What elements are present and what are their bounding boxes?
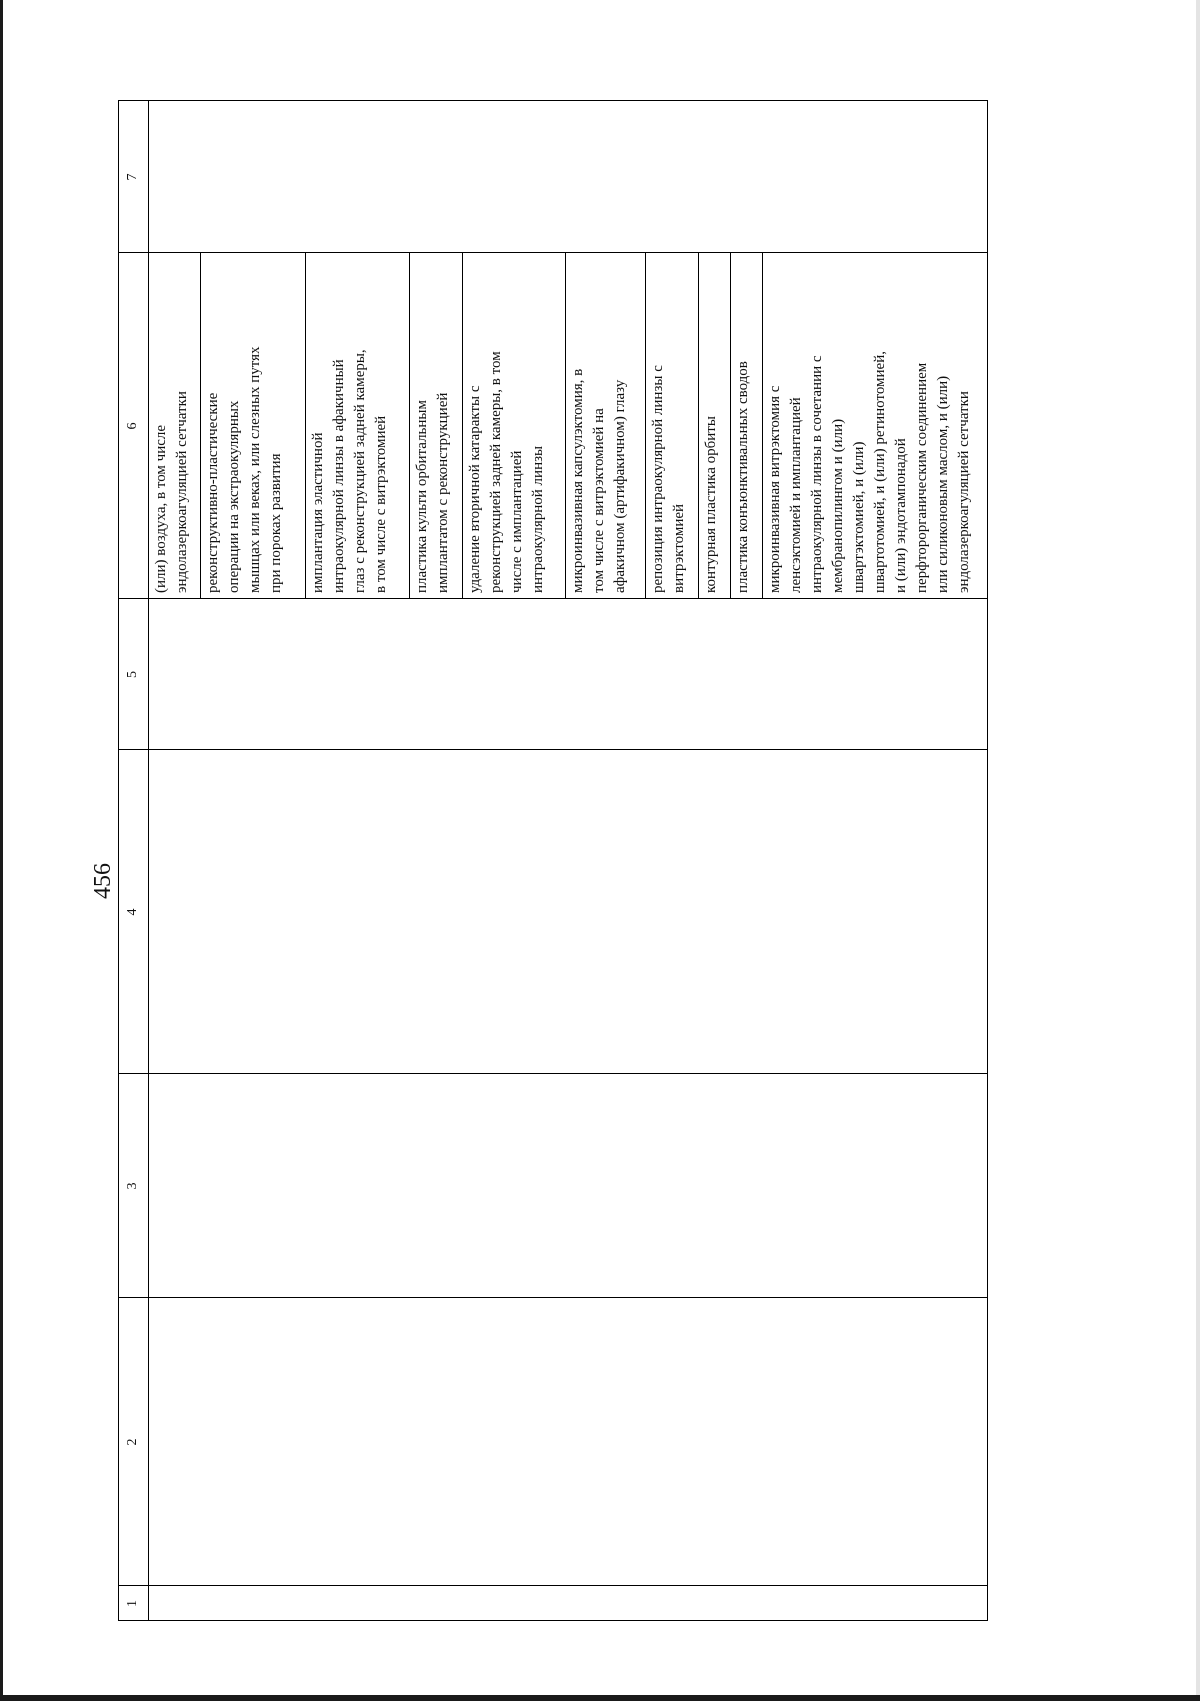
col-header-2: 2 [125,1438,140,1446]
row-divider [565,253,566,599]
procedure-entry: (или) воздуха, в том числе эндолазеркоагуляцией сетчатки [153,391,190,593]
row-divider [645,253,646,599]
col-header-4: 4 [125,908,140,916]
procedure-entry: удаление вторичной катаракты с реконструкцией задней камеры, в том числе с имплантацией интраокулярной линзы [467,351,546,593]
row-divider [200,253,201,599]
scan-edge-bottom [0,1695,1200,1701]
row-divider [462,253,463,599]
procedure-entry: реконструктивно-пластические операции на экстраокулярных мышцах или веках, или слезных путях при пороках развития [205,346,284,593]
col-border-1 [118,1585,988,1586]
table-bottom-border [987,100,988,1621]
rotated-table [118,100,988,1621]
procedure-entry: имплантация эластичной интраокулярной линзы в афакичный глаз с реконструкцией задней камеры, в том числе с витрэктомией [310,349,389,593]
col-header-3: 3 [125,1182,140,1190]
scan-edge-right [1196,0,1200,1701]
scan-edge-left [0,0,3,1701]
col-header-7: 7 [125,173,140,181]
page-number: 456 [90,863,116,899]
row-divider [409,253,410,599]
procedure-entry: контурная пластика орбиты [703,416,719,593]
row-divider [698,253,699,599]
procedure-entry: пластика конъюнктивальных сводов [735,361,751,593]
col-border-3 [118,1073,988,1074]
row-divider [762,253,763,599]
table-grid [118,100,988,1621]
procedure-entry: микроинвазивная капсулэктомия, в том числе с витрэктомией на афакичном (артифакичном) глазу [570,368,628,593]
col-header-6: 6 [125,422,140,430]
row-divider [305,253,306,599]
procedure-entry: пластика культи орбитальным имплантатом с реконструкцией [414,392,451,593]
col-header-1: 1 [125,1600,140,1607]
procedure-entry: микроинвазивная витрэктомия с ленсэктомией и имплантацией интраокулярной линзы в сочетании с мембранопилингом и (или) швартэктомией, и (или) швартотомией, и (или) ретинотомией, и (или) эндотампонадой перфторорганическим соединением или силиконовым маслом, и (или) эндолазеркоагуляцией сетчатки [767,351,972,593]
col-border-4 [118,749,988,750]
col-border-7 [118,100,988,101]
header-bottom-border [148,100,149,1621]
row-divider [730,253,731,599]
procedure-entry: репозиция интраокулярной линзы с витрэктомией [650,365,687,593]
col-border-0 [118,1620,988,1621]
col-header-5: 5 [125,671,140,678]
col-border-2 [118,1297,988,1298]
